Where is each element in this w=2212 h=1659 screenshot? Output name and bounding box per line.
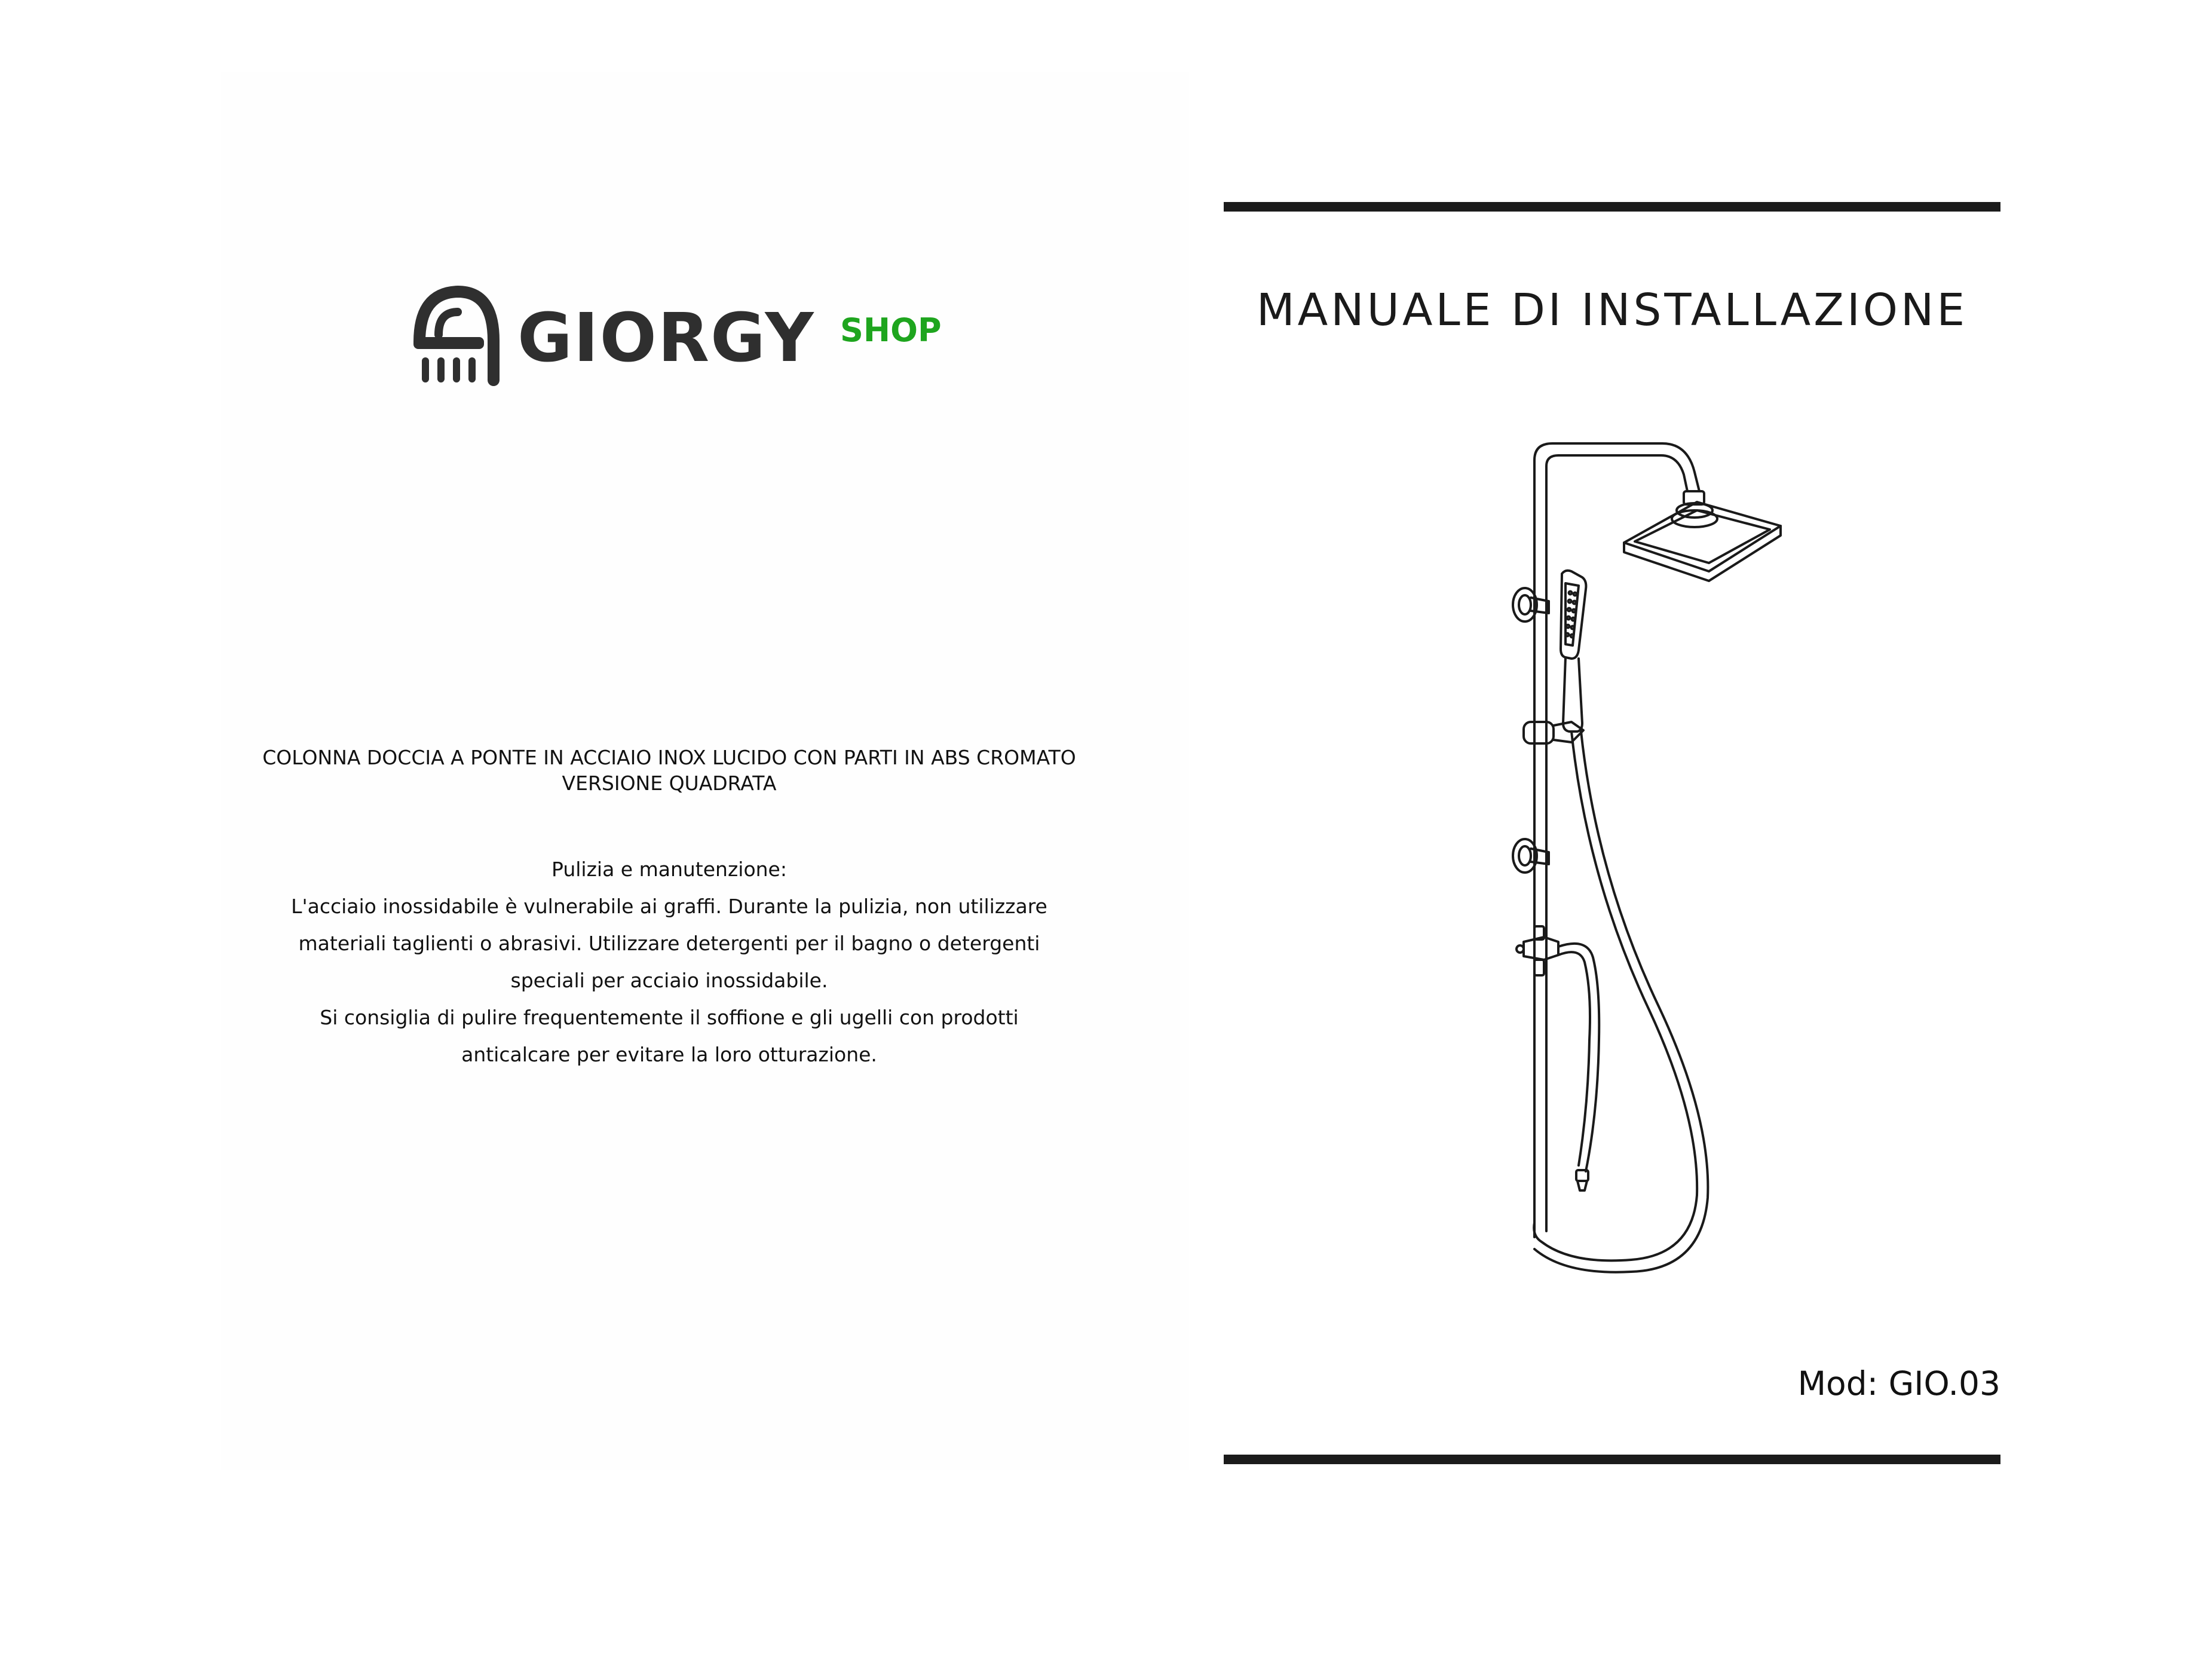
care-line: materiali taglienti o abrasivi. Utilizzare detergenti per il bagno o detergenti [298, 932, 1040, 955]
product-title-line: VERSIONE QUADRATA [562, 772, 777, 795]
bottom-rule [1224, 1455, 2000, 1464]
care-line: Si consiglia di pulire frequentemente il soffione e gli ugelli con prodotti [320, 1006, 1019, 1029]
shower-head-icon [411, 275, 507, 392]
product-title [221, 745, 1117, 796]
shower-column-drawing [1482, 436, 1804, 1291]
care-instructions [221, 851, 1117, 1073]
model-number: Mod: GIO.03 [1797, 1364, 2000, 1403]
care-line: L'acciaio inossidabile è vulnerabile ai graffi. Durante la pulizia, non utilizzare [291, 895, 1047, 918]
care-heading: Pulizia e manutenzione: [552, 858, 787, 881]
brand-suffix: SHOP [840, 311, 942, 349]
brand-name: GIORGY [517, 299, 815, 377]
manual-title: MANUALE DI INSTALLAZIONE [1256, 284, 1968, 336]
brand-logo [411, 275, 949, 394]
care-line: anticalcare per evitare la loro otturazione. [461, 1043, 877, 1066]
top-rule [1224, 202, 2000, 212]
product-title-line: COLONNA DOCCIA A PONTE IN ACCIAIO INOX LUCIDO CON PARTI IN ABS CROMATO [262, 746, 1076, 769]
care-line: speciali per acciaio inossidabile. [510, 969, 828, 992]
